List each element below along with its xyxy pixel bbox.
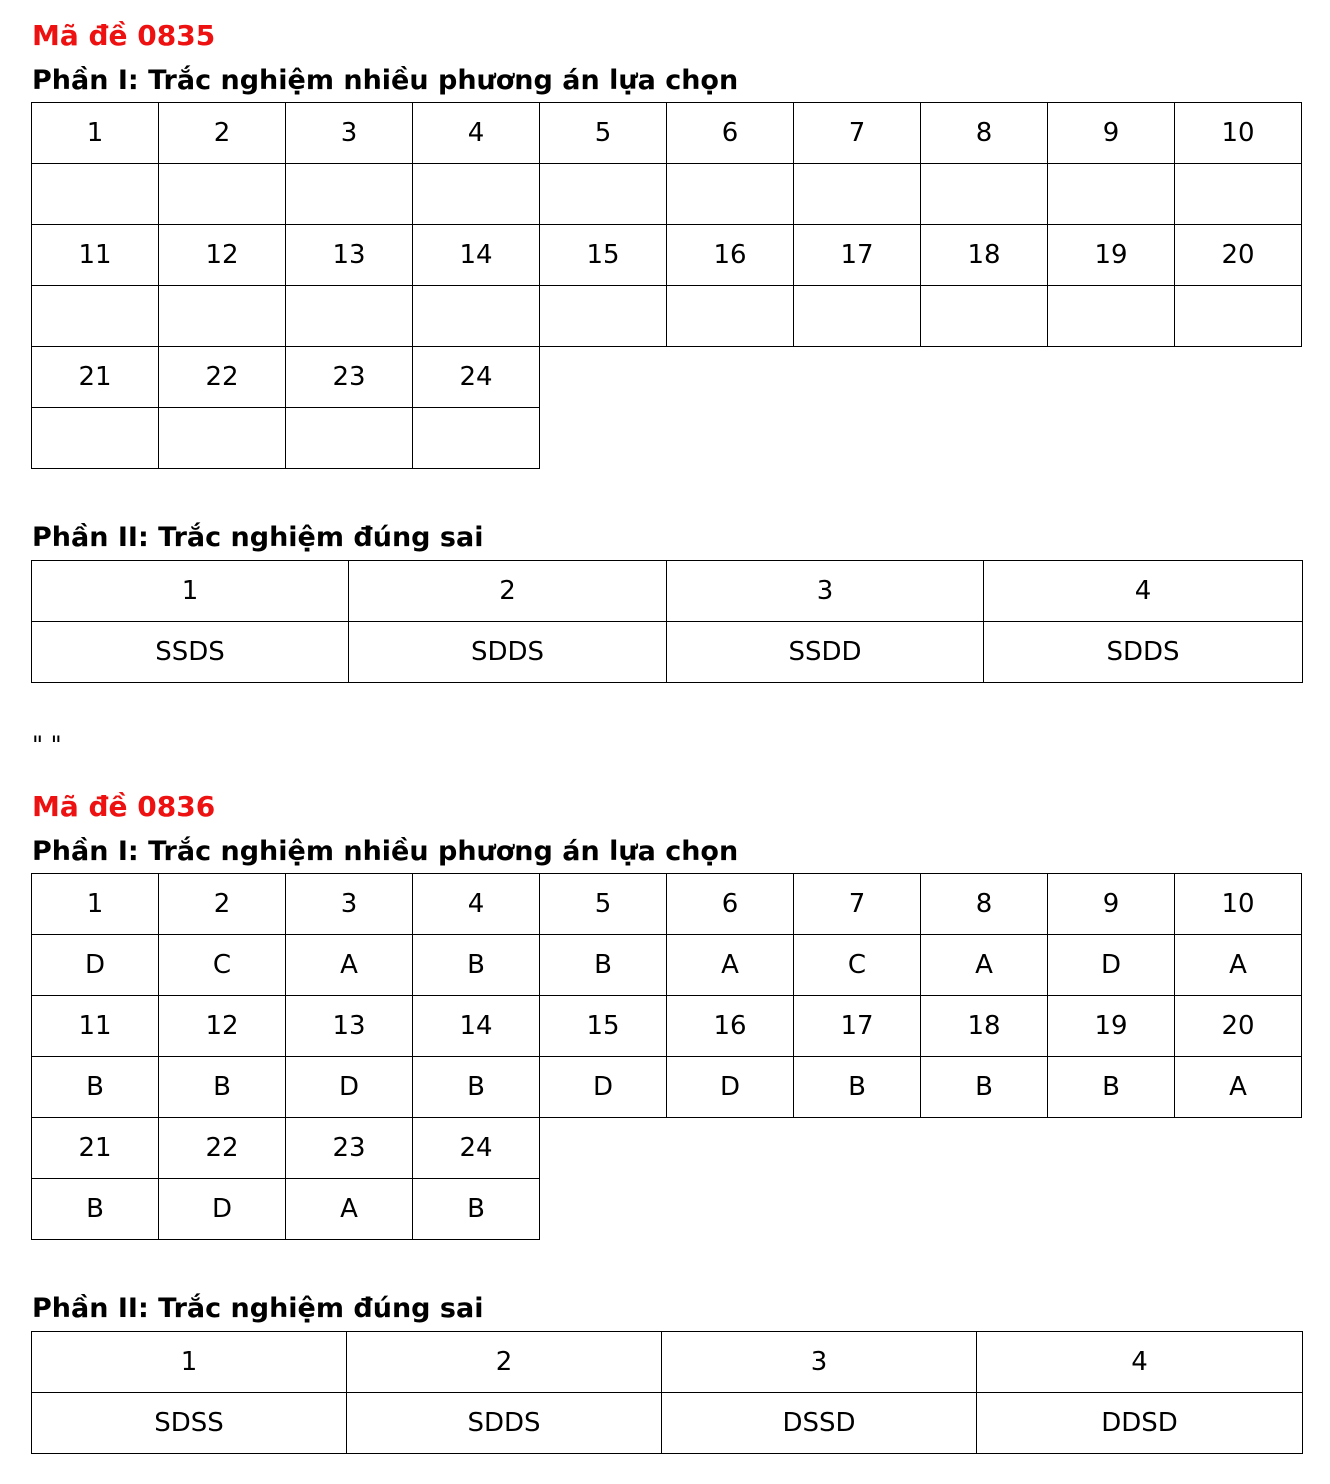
answer-cell: B: [32, 1057, 159, 1118]
question-number: 2: [349, 561, 667, 622]
answer-cell: A: [1175, 935, 1302, 996]
empty-cell: [921, 1179, 1048, 1240]
question-number: 21: [32, 347, 159, 408]
answer-cell: [286, 164, 413, 225]
question-number-row: [32, 225, 1302, 286]
answer-cell: SSDD: [667, 622, 984, 683]
answer-row: [32, 1057, 1302, 1118]
answer-cell: SDDS: [347, 1393, 662, 1454]
exam-code-0836: Mã đề 0836: [32, 790, 216, 823]
answer-cell: B: [413, 1179, 540, 1240]
exam-code-0835: Mã đề 0835: [32, 19, 216, 52]
part2-title-0835: Phần II: Trắc nghiệm đúng sai: [32, 522, 484, 553]
question-number: 9: [1048, 103, 1175, 164]
answer-cell: [159, 286, 286, 347]
question-number: 8: [921, 874, 1048, 935]
empty-cell: [1175, 408, 1302, 469]
answer-cell: B: [1048, 1057, 1175, 1118]
question-number: 4: [413, 874, 540, 935]
answer-cell: B: [32, 1179, 159, 1240]
answer-row: [32, 286, 1302, 347]
answer-cell: [667, 164, 794, 225]
question-number: 18: [921, 225, 1048, 286]
question-number: 1: [32, 1332, 347, 1393]
answer-cell: [286, 408, 413, 469]
question-number: 1: [32, 103, 159, 164]
empty-cell: [794, 1179, 921, 1240]
answer-row: [32, 622, 1303, 683]
question-number: 2: [347, 1332, 662, 1393]
question-number: 22: [159, 347, 286, 408]
answer-cell: [32, 164, 159, 225]
question-number: 3: [286, 874, 413, 935]
answer-cell: SDDS: [349, 622, 667, 683]
question-number: 23: [286, 1118, 413, 1179]
question-number: 1: [32, 561, 349, 622]
question-number: 7: [794, 103, 921, 164]
empty-cell: [1048, 1179, 1175, 1240]
question-number: 4: [413, 103, 540, 164]
empty-cell: [667, 1118, 794, 1179]
question-number: 6: [667, 103, 794, 164]
empty-cell: [540, 408, 667, 469]
empty-cell: [667, 347, 794, 408]
answer-cell: A: [286, 935, 413, 996]
empty-cell: [1048, 408, 1175, 469]
question-number: 2: [159, 874, 286, 935]
part1-title-0835: Phần I: Trắc nghiệm nhiều phương án lựa chọn: [32, 65, 739, 96]
part1-answer-table-0836: [31, 873, 1302, 1240]
answer-cell: A: [921, 935, 1048, 996]
question-number: 19: [1048, 225, 1175, 286]
question-number: 8: [921, 103, 1048, 164]
question-number: 16: [667, 996, 794, 1057]
empty-cell: [794, 408, 921, 469]
answer-cell: B: [921, 1057, 1048, 1118]
answer-cell: [32, 408, 159, 469]
question-number: 21: [32, 1118, 159, 1179]
answer-cell: A: [667, 935, 794, 996]
answer-cell: SDSS: [32, 1393, 347, 1454]
question-number: 13: [286, 225, 413, 286]
empty-cell: [921, 347, 1048, 408]
answer-cell: C: [159, 935, 286, 996]
answer-cell: D: [540, 1057, 667, 1118]
question-number: 3: [667, 561, 984, 622]
empty-cell: [1048, 1118, 1175, 1179]
question-number: 16: [667, 225, 794, 286]
answer-cell: A: [1175, 1057, 1302, 1118]
empty-cell: [540, 347, 667, 408]
question-number-row: [32, 1118, 1302, 1179]
empty-cell: [540, 1179, 667, 1240]
empty-cell: [540, 1118, 667, 1179]
answer-cell: D: [1048, 935, 1175, 996]
question-number: 24: [413, 347, 540, 408]
answer-cell: D: [667, 1057, 794, 1118]
question-number: 23: [286, 347, 413, 408]
question-number: 19: [1048, 996, 1175, 1057]
answer-cell: [32, 286, 159, 347]
answer-row: [32, 1179, 1302, 1240]
answer-cell: [921, 164, 1048, 225]
answer-cell: [413, 164, 540, 225]
part2-answer-table-0836: [31, 1331, 1303, 1454]
answer-cell: [794, 164, 921, 225]
answer-cell: [286, 286, 413, 347]
answer-cell: [540, 164, 667, 225]
question-number: 4: [984, 561, 1303, 622]
empty-cell: [667, 1179, 794, 1240]
empty-cell: [667, 408, 794, 469]
question-number: 12: [159, 225, 286, 286]
question-number: 5: [540, 874, 667, 935]
answer-cell: [1175, 286, 1302, 347]
question-number-row: [32, 996, 1302, 1057]
question-number: 10: [1175, 103, 1302, 164]
empty-cell: [794, 1118, 921, 1179]
answer-row: [32, 1393, 1303, 1454]
question-number: 1: [32, 874, 159, 935]
question-number: 11: [32, 996, 159, 1057]
answer-cell: [794, 286, 921, 347]
answer-cell: [1048, 164, 1175, 225]
answer-cell: B: [540, 935, 667, 996]
answer-cell: [159, 408, 286, 469]
question-number-row: [32, 874, 1302, 935]
question-number: 24: [413, 1118, 540, 1179]
answer-cell: [1175, 164, 1302, 225]
separator-text: " ": [32, 731, 62, 759]
answer-cell: B: [413, 935, 540, 996]
answer-cell: A: [286, 1179, 413, 1240]
empty-cell: [1175, 347, 1302, 408]
question-number: 13: [286, 996, 413, 1057]
empty-cell: [1048, 347, 1175, 408]
answer-cell: [413, 408, 540, 469]
answer-cell: B: [794, 1057, 921, 1118]
question-number: 2: [159, 103, 286, 164]
question-number: 20: [1175, 225, 1302, 286]
question-number: 5: [540, 103, 667, 164]
part1-title-0836: Phần I: Trắc nghiệm nhiều phương án lựa chọn: [32, 836, 739, 867]
question-number: 6: [667, 874, 794, 935]
question-number: 3: [286, 103, 413, 164]
question-number-row: [32, 347, 1302, 408]
answer-cell: B: [159, 1057, 286, 1118]
question-number: 17: [794, 996, 921, 1057]
answer-cell: [1048, 286, 1175, 347]
answer-cell: D: [286, 1057, 413, 1118]
part2-title-0836: Phần II: Trắc nghiệm đúng sai: [32, 1293, 484, 1324]
answer-cell: D: [159, 1179, 286, 1240]
empty-cell: [1175, 1179, 1302, 1240]
question-number-row: [32, 1332, 1303, 1393]
answer-cell: C: [794, 935, 921, 996]
answer-cell: DSSD: [662, 1393, 977, 1454]
question-number: 14: [413, 225, 540, 286]
question-number: 10: [1175, 874, 1302, 935]
answer-cell: SDDS: [984, 622, 1303, 683]
question-number: 14: [413, 996, 540, 1057]
question-number: 22: [159, 1118, 286, 1179]
answer-row: [32, 164, 1302, 225]
answer-cell: [667, 286, 794, 347]
question-number-row: [32, 103, 1302, 164]
empty-cell: [794, 347, 921, 408]
answer-cell: [159, 164, 286, 225]
part1-answer-table-0835: [31, 102, 1302, 469]
empty-cell: [921, 1118, 1048, 1179]
answer-cell: B: [413, 1057, 540, 1118]
question-number-row: [32, 561, 1303, 622]
answer-cell: [413, 286, 540, 347]
answer-cell: SSDS: [32, 622, 349, 683]
question-number: 12: [159, 996, 286, 1057]
answer-cell: D: [32, 935, 159, 996]
answer-cell: [540, 286, 667, 347]
question-number: 18: [921, 996, 1048, 1057]
question-number: 7: [794, 874, 921, 935]
empty-cell: [921, 408, 1048, 469]
question-number: 11: [32, 225, 159, 286]
question-number: 20: [1175, 996, 1302, 1057]
part2-answer-table-0835: [31, 560, 1303, 683]
question-number: 15: [540, 225, 667, 286]
answer-row: [32, 408, 1302, 469]
question-number: 15: [540, 996, 667, 1057]
answer-cell: [921, 286, 1048, 347]
answer-cell: DDSD: [977, 1393, 1303, 1454]
answer-row: [32, 935, 1302, 996]
question-number: 17: [794, 225, 921, 286]
question-number: 9: [1048, 874, 1175, 935]
question-number: 3: [662, 1332, 977, 1393]
empty-cell: [1175, 1118, 1302, 1179]
question-number: 4: [977, 1332, 1303, 1393]
